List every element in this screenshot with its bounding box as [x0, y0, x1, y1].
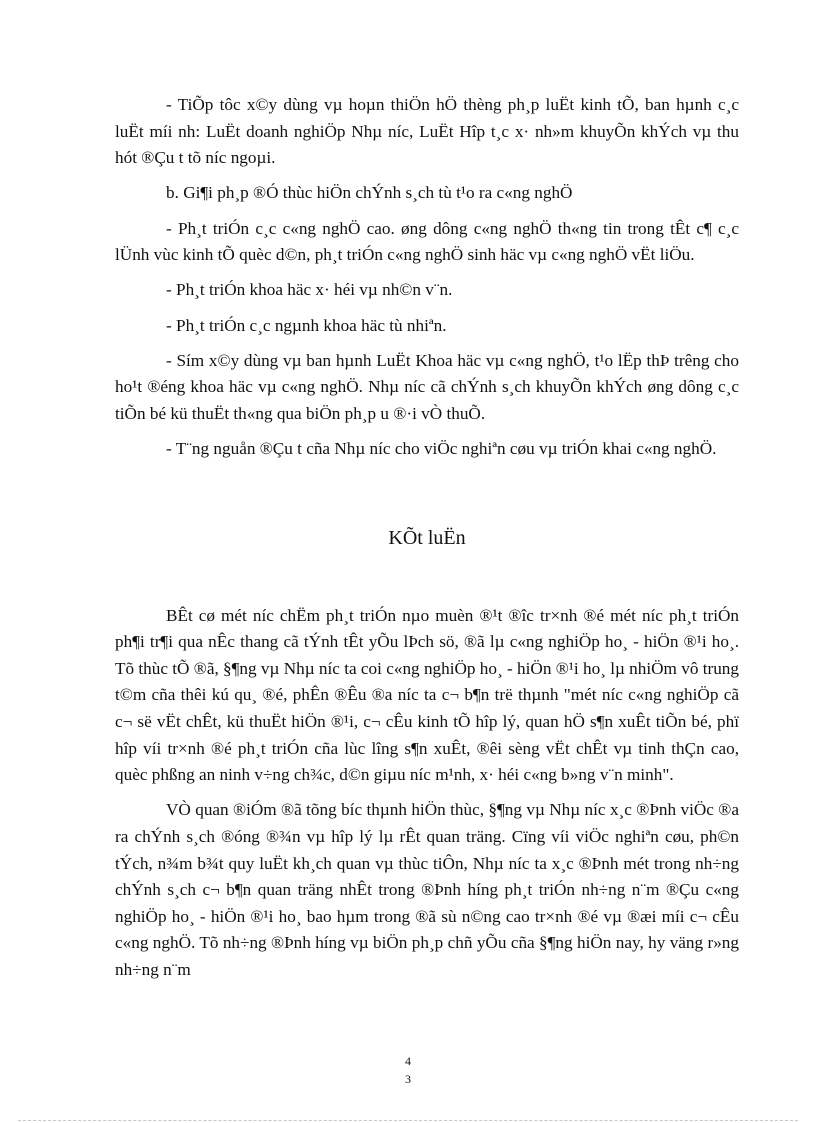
paragraph-solution-heading: b. Gi¶i ph¸p ®Ó thùc hiÖn chÝnh s¸ch tù t¹o ra c«ng nghÖ — [166, 183, 573, 203]
conclusion-heading: KÕt luËn — [388, 526, 466, 549]
page-number-bottom: 3 — [405, 1072, 411, 1086]
page-number-top: 4 — [405, 1054, 411, 1068]
page-body — [115, 92, 739, 992]
paragraph-natural-science: - Ph¸t triÓn c¸c ngµnh khoa häc tù nhiªn. — [166, 315, 447, 335]
paragraph-state-investment: - T¨ng nguån ®Çu t cña Nhµ níc cho viÖc nghiªn cøu vµ triÓn khai c«ng nghÖ. — [166, 439, 717, 459]
paragraph-high-tech: - Ph¸t triÓn c¸c c«ng nghÖ cao. øng dông c«ng nghÖ th«ng tin trong tÊt c¶ c¸c lÜnh vùc kinh tÕ quèc d©n, ph¸t triÓn c«ng nghÖ sinh häc vµ c«ng nghÖ vËt liÖu. — [115, 218, 739, 265]
paragraph-conclusion-2: VÒ quan ®iÓm ®ã tõng bíc thµnh hiÖn thùc, §¶ng vµ Nhµ níc x¸c ®Þnh viÖc ®a ra chÝnh s¸ch ®óng ®¾n vµ hîp lý lµ rÊt quan träng. Cïng víi viÖc nghiªn cøu, ph©n tÝch, n¾m b¾t quy luËt kh¸ch quan vµ thùc tiÔn, Nhµ níc ta x¸c ®Þnh mét trong nh÷ng chÝnh s¸ch c¬ b¶n quan träng nhÊt trong ®Þnh híng ph¸t triÓn nh÷ng n¨m ®Çu c«ng nghiÖp ho¸ - hiÖn ®¹i ho¸ bao hµm trong ®ã sù n©ng cao tr×nh ®é vµ ®æi míi c¬ cÊu c«ng nghÖ. Tõ nh÷ng ®Þnh híng vµ biÖn ph¸p chñ yÕu cña §¶ng hiÖn nay, hy väng r»ng nh÷ng n¨m — [115, 800, 739, 979]
paragraph-investment-law: - TiÕp tôc x©y dùng vµ hoµn thiÖn hÖ thèng ph¸p luËt kinh tÕ, ban hµnh c¸c luËt míi nh: LuËt doanh nghiÖp Nhµ níc, LuËt Hîp t¸c x· nh»m khuyÕn khÝch vµ thu hót ®Çu t tõ níc ngoµi. — [115, 95, 739, 168]
paragraph-conclusion-1: BÊt cø mét níc chËm ph¸t triÓn nµo muèn ®¹t ®îc tr×nh ®é mét níc ph¸t triÓn ph¶i tr¶i qua nÊc thang cã tÝnh tÊt yÕu lÞch sö, ®ã lµ c«ng nghiÖp ho¸ - hiÖn ®¹i ho¸. Tõ thùc tÕ ®ã, §¶ng vµ Nhµ níc ta coi c«ng nghiÖp ho¸ - hiÖn ®¹i ho¸ lµ nhiÖm vô trung t©m cña thêi kú qu¸ ®é, phÊn ®Êu ®a níc ta c¬ b¶n trë thµnh "mét níc c«ng nghiÖp cã c¬ së vËt chÊt, kü thuËt hiÖn ®¹i, c¬ cÊu kinh tÕ hîp lý, quan hÖ s¶n xuÊt tiÕn bé, phï hîp víi tr×nh ®é ph¸t triÓn cña lùc lîng s¶n xuÊt, ®êi sèng vËt chÊt vµ tinh thÇn cao, quèc phßng an ninh v÷ng ch¾c, d©n giµu níc m¹nh, x· héi c«ng b»ng v¨n minh". — [115, 605, 739, 785]
paragraph-science-law: - Sím x©y dùng vµ ban hµnh LuËt Khoa häc vµ c«ng nghÖ, t¹o lËp thÞ trêng cho ho¹t ®éng khoa häc vµ c«ng nghÖ. Nhµ níc cã chÝnh s¸ch khuyÕn khÝch øng dông c¸c tiÕn bé kü thuËt th«ng qua biÖn ph¸p u ®·i vÒ thuÕ. — [115, 350, 739, 423]
paragraph-social-science: - Ph¸t triÓn khoa häc x· héi vµ nh©n v¨n. — [166, 280, 453, 300]
page-break-divider — [18, 1120, 798, 1121]
